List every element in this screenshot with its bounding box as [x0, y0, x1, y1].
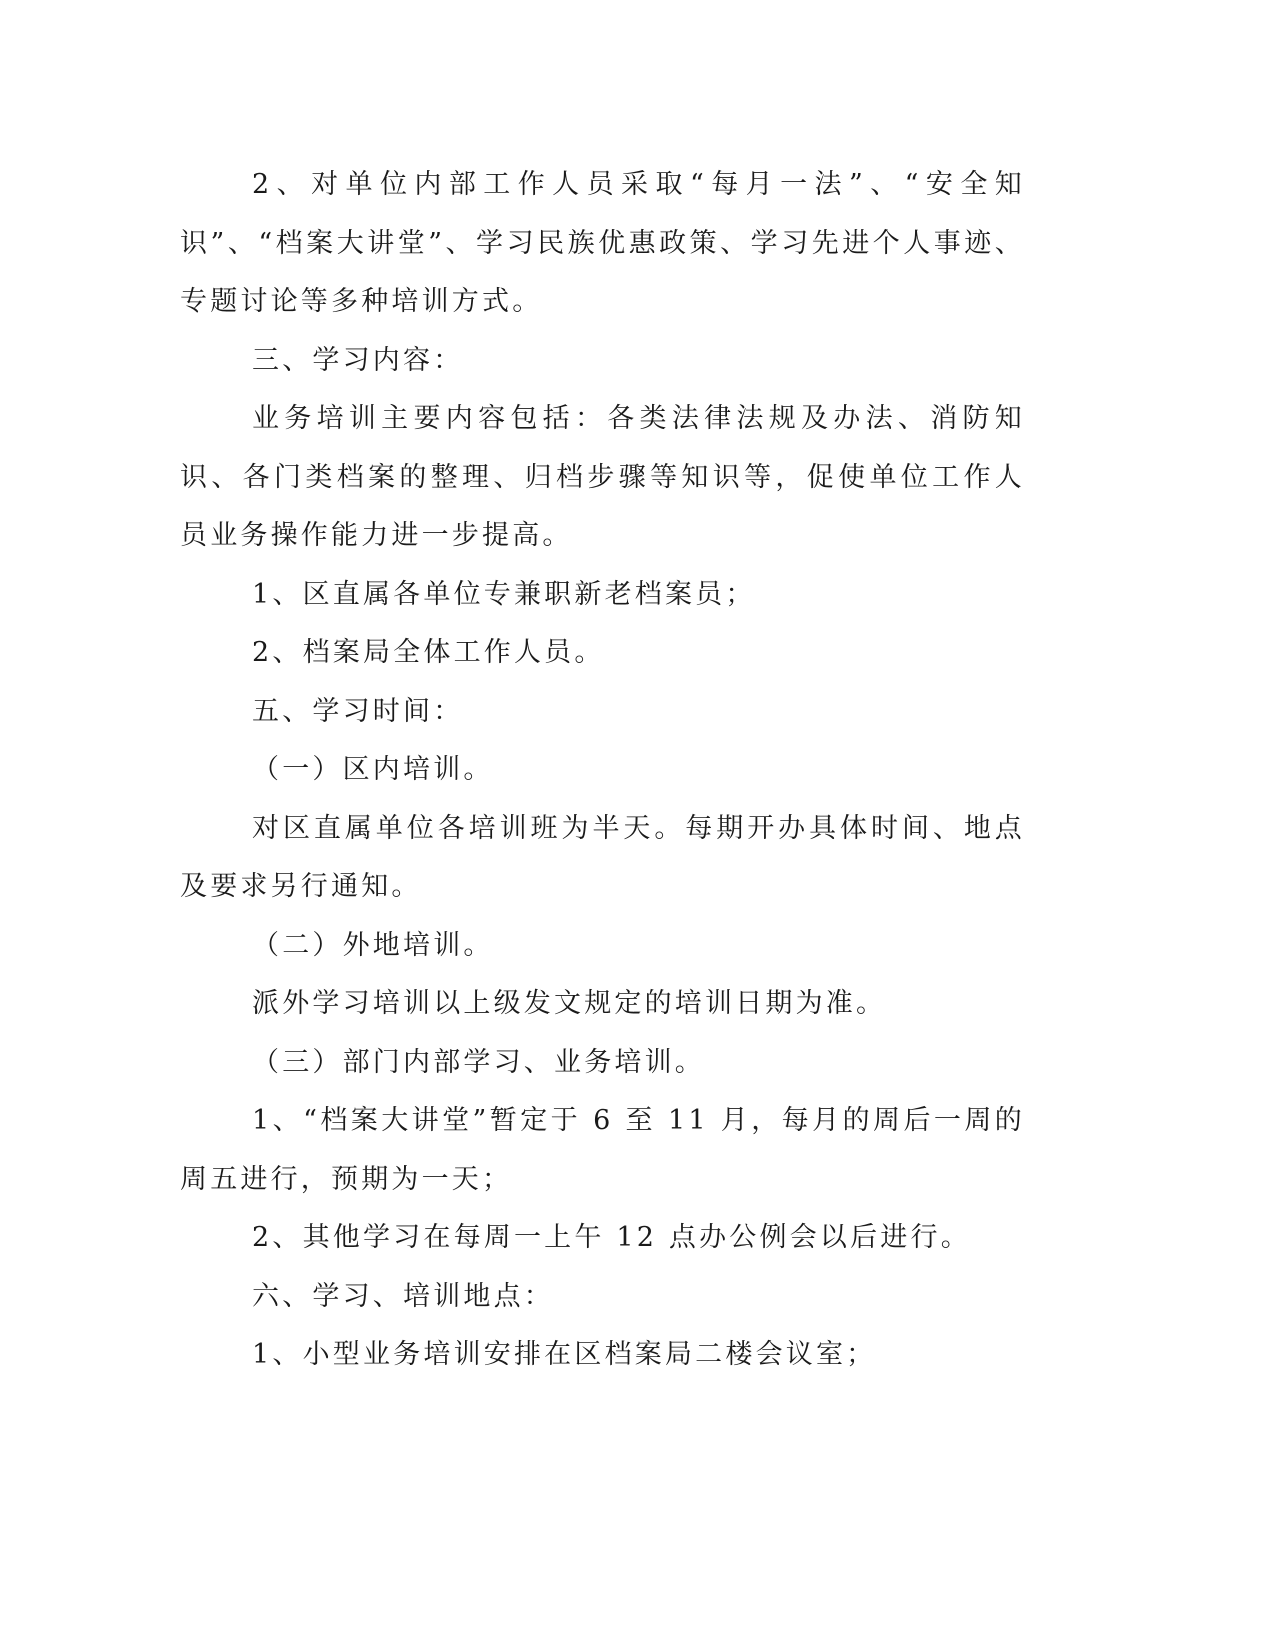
- subheading-local-training: （一）区内培训。: [252, 754, 494, 785]
- section-heading-study-time: 五、学习时间：: [252, 695, 464, 727]
- section-heading-training-location: 六、学习、培训地点：: [252, 1280, 554, 1312]
- subheading-external-training: （二）外地培训。: [252, 929, 494, 961]
- paragraph-training-methods: 2、对单位内部工作人员采取“每月一法”、“安全知识”、“档案大讲堂”、学习民族优惠政策、学习先进个人事迹、专题讨论等多种培训方式。: [180, 169, 1025, 317]
- subheading-internal-training: （三）部门内部学习、业务培训。: [252, 1046, 705, 1078]
- list-item-participants-1: 1、区直属各单位专兼职新老档案员；: [252, 578, 756, 610]
- list-item-location-1: 1、小型业务培训安排在区档案局二楼会议室；: [252, 1339, 877, 1370]
- paragraph-local-training: 对区直属单位各培训班为半天。每期开办具体时间、地点及要求另行通知。: [180, 812, 1025, 902]
- section-heading-study-content: 三、学习内容：: [252, 344, 464, 376]
- paragraph-external-training: 派外学习培训以上级发文规定的培训日期为准。: [252, 988, 887, 1019]
- document-body: [180, 156, 1025, 1385]
- paragraph-training-content: 业务培训主要内容包括：各类法律法规及办法、消防知识、各门类档案的整理、归档步骤等知识等，促使单位工作人员业务操作能力进一步提高。: [180, 403, 1025, 551]
- list-item-internal-1: 1、“档案大讲堂”暂定于 6 至 11 月，每月的周后一周的周五进行，预期为一天；: [180, 1105, 1025, 1195]
- list-item-internal-2: 2、其他学习在每周一上午 12 点办公例会以后进行。: [252, 1222, 971, 1253]
- list-item-participants-2: 2、档案局全体工作人员。: [252, 637, 605, 668]
